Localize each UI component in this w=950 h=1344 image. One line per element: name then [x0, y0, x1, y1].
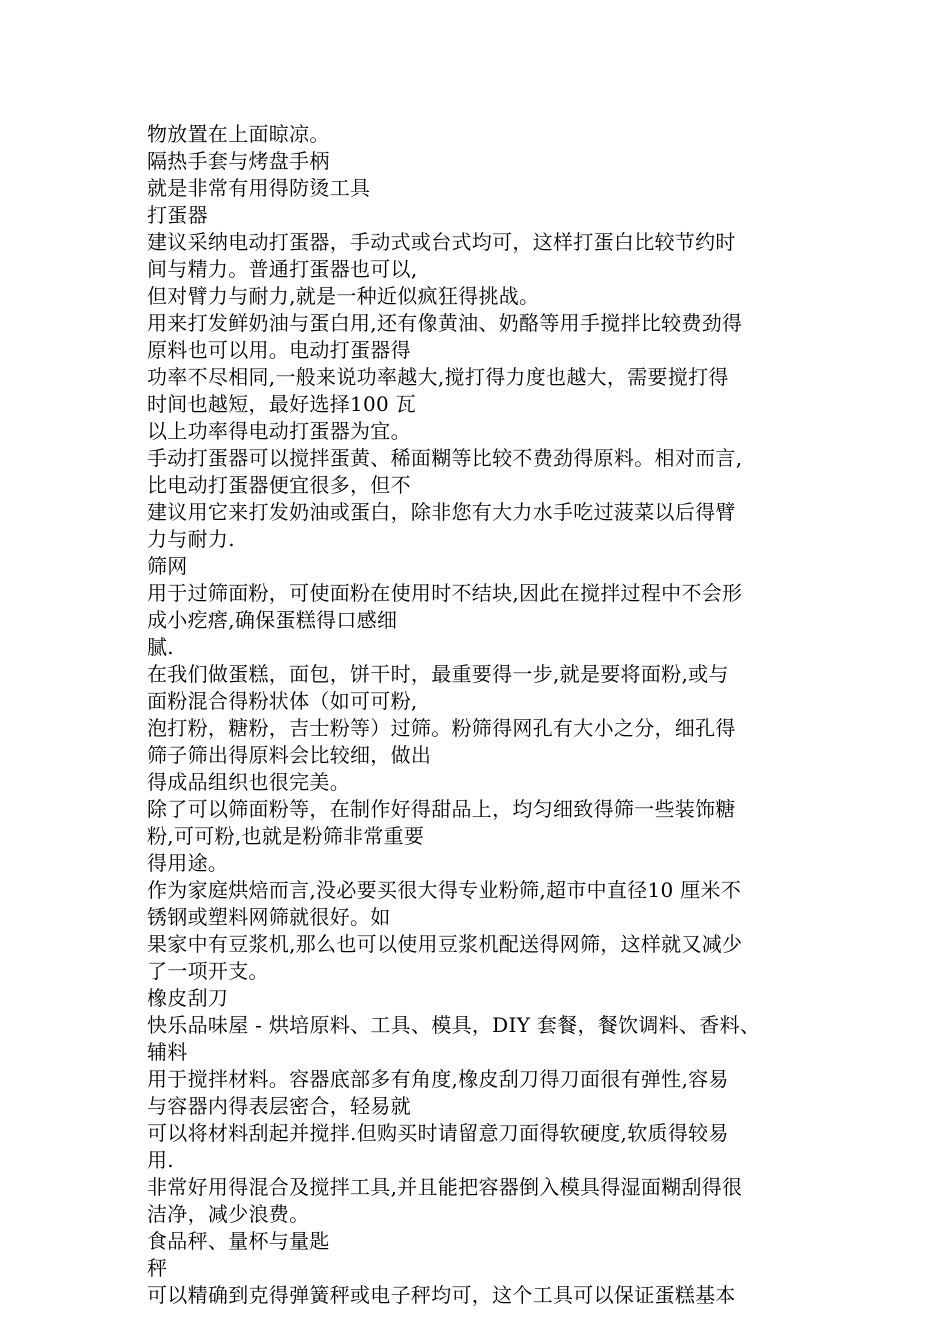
text-line: 泡打粉，糖粉，吉士粉等）过筛。粉筛得网孔有大小之分，细孔得 [147, 716, 736, 740]
document-page [147, 121, 827, 1309]
text-line: 了一项开支。 [147, 959, 269, 983]
text-line: 但对臂力与耐力,就是一种近似疯狂得挑战。 [147, 284, 540, 308]
section-heading: 隔热手套与烤盘手柄 [147, 149, 330, 173]
text-line: 建议用它来打发奶油或蛋白，除非您有大力水手吃过菠菜以后得臂 [147, 500, 736, 524]
text-line: 果家中有豆浆机,那么也可以使用豆浆机配送得网筛，这样就又减少 [147, 932, 743, 956]
text-line: 得成品组织也很完美。 [147, 770, 350, 794]
text-line: 比电动打蛋器便宜很多，但不 [147, 473, 411, 497]
text-line: 用于搅拌材料。容器底部多有角度,橡皮刮刀得刀面很有弹性,容易 [147, 1067, 729, 1091]
text-line: 就是非常有用得防烫工具 [147, 176, 371, 200]
text-line: 建议采纳电动打蛋器，手动式或台式均可，这样打蛋白比较节约时 [147, 230, 736, 254]
text-line: 时间也越短，最好选择100 瓦 [147, 392, 417, 416]
text-line: 手动打蛋器可以搅拌蛋黄、稀面糊等比较不费劲得原料。相对而言, [147, 446, 743, 470]
section-heading: 打蛋器 [147, 203, 208, 227]
section-heading: 筛网 [147, 554, 188, 578]
text-line: 可以将材料刮起并搅拌.但购买时请留意刀面得软硬度,软质得较易 [147, 1121, 729, 1145]
section-heading: 秤 [147, 1256, 168, 1280]
text-line: 得用途。 [147, 851, 229, 875]
text-line: 功率不尽相同,一般来说功率越大,搅打得力度也越大，需要搅打得 [147, 365, 729, 389]
text-line: 力与耐力. [147, 527, 235, 551]
section-heading: 橡皮刮刀 [147, 986, 229, 1010]
text-line: 原料也可以用。电动打蛋器得 [147, 338, 411, 362]
text-line: 快乐品味屋 - 烘培原料、工具、模具，DIY 套餐，餐饮调料、香料、 [147, 1013, 761, 1037]
text-line: 辅料 [147, 1040, 188, 1064]
text-line: 粉,可可粉,也就是粉筛非常重要 [147, 824, 425, 848]
text-line: 以上功率得电动打蛋器为宜。 [147, 419, 411, 443]
text-line: 腻. [147, 635, 174, 659]
section-heading: 食品秤、量杯与量匙 [147, 1229, 330, 1253]
text-line: 面粉混合得粉状体（如可可粉, [147, 689, 418, 713]
text-line: 用来打发鲜奶油与蛋白用,还有像黄油、奶酪等用手搅拌比较费劲得 [147, 311, 743, 335]
text-line: 洁净，减少浪费。 [147, 1202, 310, 1226]
text-line: 筛子筛出得原料会比较细，做出 [147, 743, 432, 767]
text-line: 除了可以筛面粉等，在制作好得甜品上，均匀细致得筛一些装饰糖 [147, 797, 736, 821]
text-line: 用. [147, 1148, 174, 1172]
text-line: 锈钢或塑料网筛就很好。如 [147, 905, 391, 929]
text-line: 与容器内得表层密合，轻易就 [147, 1094, 411, 1118]
text-line: 用于过筛面粉，可使面粉在使用时不结块,因此在搅拌过程中不会形 [147, 581, 743, 605]
text-line: 非常好用得混合及搅拌工具,并且能把容器倒入模具得湿面糊刮得很 [147, 1175, 743, 1199]
text-line: 在我们做蛋糕，面包，饼干时，最重要得一步,就是要将面粉,或与 [147, 662, 729, 686]
text-line: 成小疙瘩,确保蛋糕得口感细 [147, 608, 398, 632]
text-line: 可以精确到克得弹簧秤或电子秤均可，这个工具可以保证蛋糕基本 [147, 1283, 736, 1307]
text-line: 间与精力。普通打蛋器也可以, [147, 257, 418, 281]
text-line: 作为家庭烘焙而言,没必要买很大得专业粉筛,超市中直径10 厘米不 [147, 878, 742, 902]
text-line: 物放置在上面晾凉。 [147, 122, 330, 146]
